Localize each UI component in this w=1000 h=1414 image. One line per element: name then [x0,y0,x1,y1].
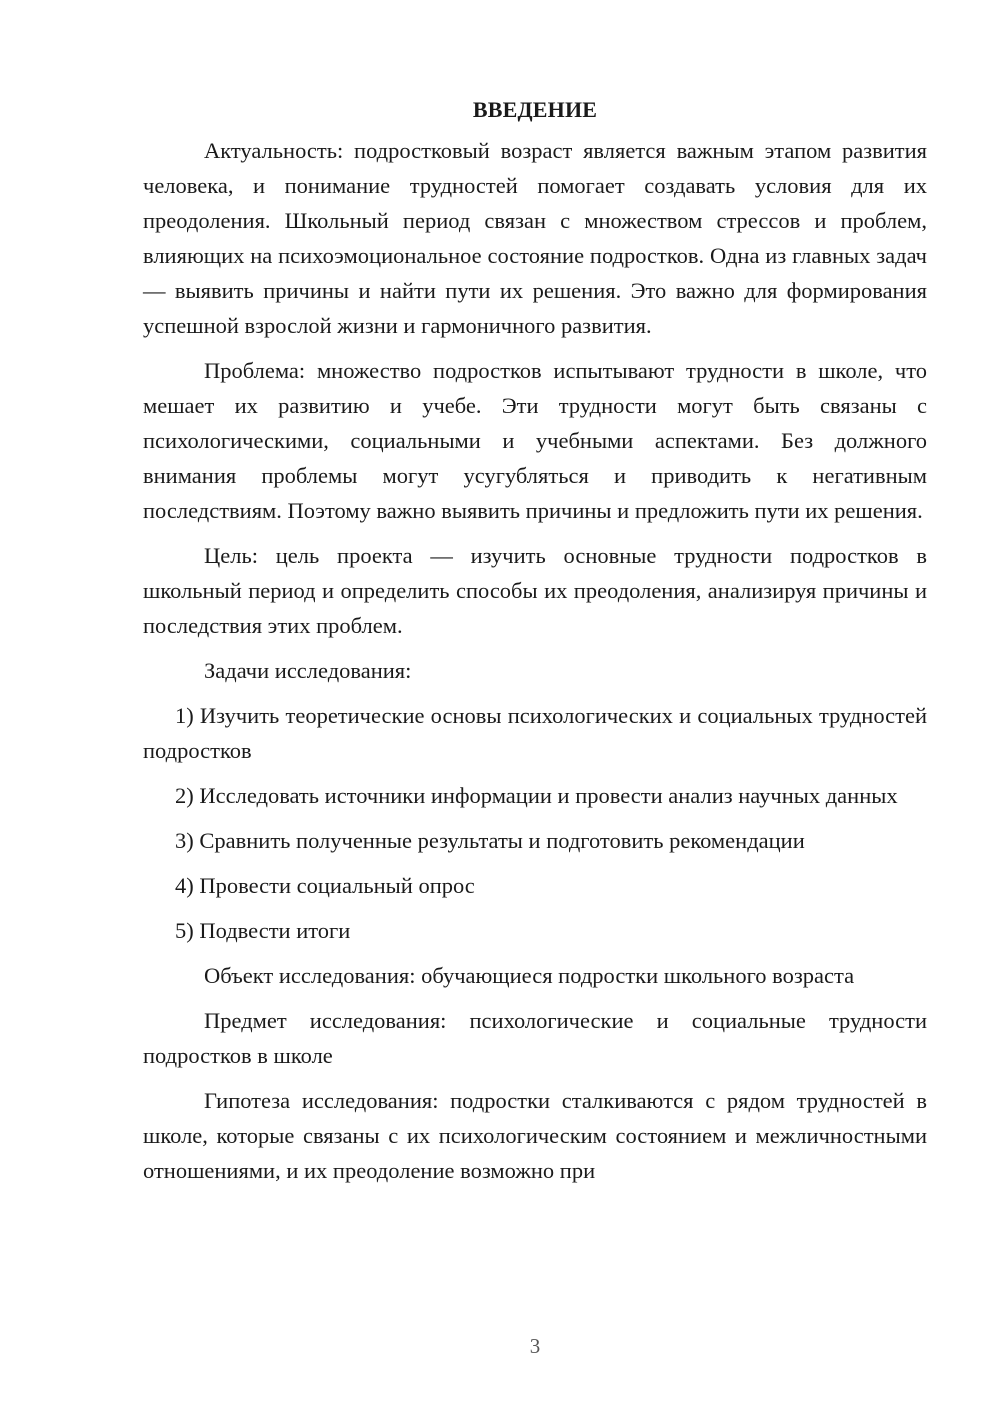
hypothesis-paragraph: Гипотеза исследования: подростки сталкиваются с рядом трудностей в школе, которые связаны с их психологическим состоянием и межличностными отношениями, и их преодоление возможно при [143,1088,927,1183]
tasks-heading: Задачи исследования: [204,658,412,683]
relevance-paragraph: Актуальность: подростковый возраст является важным этапом развития человека, и понимание трудностей помогает создавать условия для их преодоления. Школьный период связан с множеством стрессов и проблем, влияющих на психоэмоциональное состояние подростков. Одна из главных задач — выявить причины и найти пути их решения. Это важно для формирования успешной взрослой жизни и гармоничного развития. [143,138,927,338]
page-number: 3 [529,1334,541,1358]
subject-paragraph: Предмет исследования: психологические и социальные трудности подростков в школе [143,1008,927,1068]
task-item-4: 4) Провести социальный опрос [175,873,475,898]
task-item-1: 1) Изучить теоретические основы психологических и социальных трудностей подростков [143,703,927,763]
task-item-2: 2) Исследовать источники информации и провести анализ научных данных [175,783,898,808]
goal-paragraph: Цель: цель проекта — изучить основные трудности подростков в школьный период и определить способы их преодоления, анализируя причины и последствия этих проблем. [143,543,927,638]
task-item-3: 3) Сравнить полученные результаты и подготовить рекомендации [175,828,805,853]
task-item-5: 5) Подвести итоги [175,918,351,943]
problem-paragraph: Проблема: множество подростков испытывают трудности в школе, что мешает их развитию и учебе. Эти трудности могут быть связаны с психологическими, социальными и учебными аспектами. Без должного внимания проблемы могут усугубляться и приводить к негативным последствиям. Поэтому важно выявить причины и предложить пути их решения. [143,358,927,523]
object-paragraph: Объект исследования: обучающиеся подростки школьного возраста [204,963,855,988]
section-title: ВВЕДЕНИЕ [472,97,598,122]
document-page [143,92,927,1188]
